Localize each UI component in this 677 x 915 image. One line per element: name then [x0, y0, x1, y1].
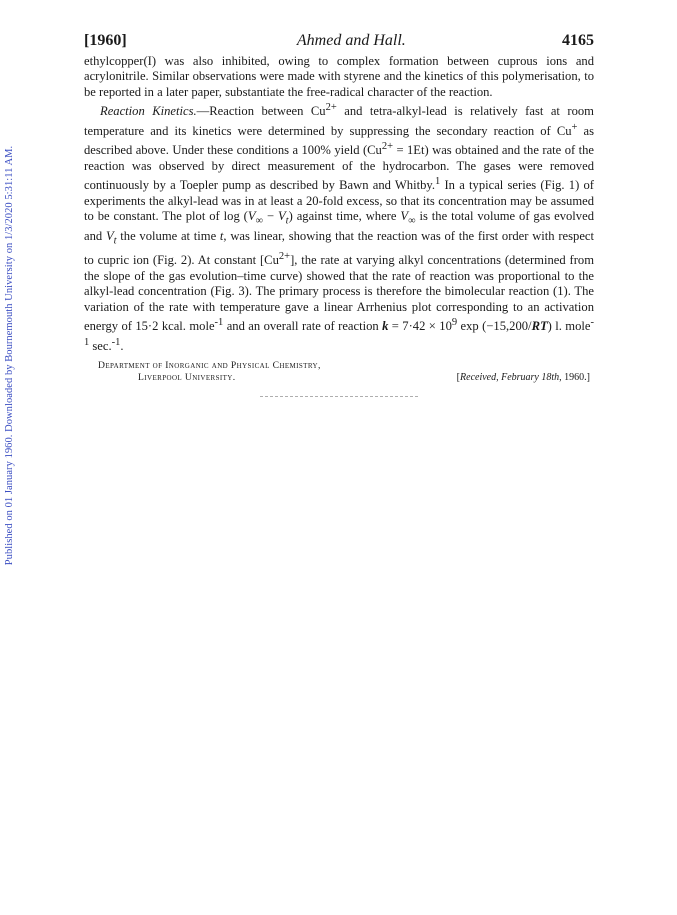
journal-page [84, 32, 594, 397]
paragraph-reaction-kinetics: Reaction Kinetics.—Reaction between $Cu^{2+}$ and tetra-alkyl-lead is relatively fast at room temperature and its kinetics were determined by suppressing the secondary reaction of Cu+ as described above. Under these conditions a 100% yield $(Cu^{2+} = 1Et)$ was obtained and the rate of the reaction was observed by direct measurement of the hydrocarbon. The gases were removed continuously by a Toepler pump as described by Bawn and Whitby.$^1$ In a typical series (Fig. 1) of experiments the alkyl-lead was in at least a 20-fold excess, so that its concentration may be assumed to be constant. The plot of $\log (V_\infty - V_t)$ against time, where $V_\infty$ is the total volume of gas evolved and $V_t$ the volume at time t, was linear, showing that the reaction was of the first order with respect to cupric ion (Fig. 2). At constant $[Cu^{2+}]$, the rate at varying alkyl concentrations (determined from the slope of the gas evolution–time curve) showed that the rate of reaction was proportional to the alkyl-lead concentration (Fig. 3). The primary process is therefore the bimolecular reaction (1). The variation of the rate with temperature gave a linear Arrhenius plot corresponding to an activation energy of 15·2 kcal. mole$^{-1}$ and an overall rate of reaction $k = 7\cdot 42 \times 10^9$ exp (−15,200/RT) l. mole$^{-1}$ sec.$^{-1}$. [84, 102, 595, 353]
article-footer [84, 360, 594, 384]
paragraph-continuation: ethylcopper(I) was also inhibited, owing to complex formation between cuprous ions and acrylonitrile. Similar observations were made with styrene and the kinetics of this polymerisation, to be reported in a later paper, substantiate the free-radical character of the reaction. [84, 54, 594, 99]
page-number: 4165 [562, 32, 594, 49]
header-year: [1960] [84, 32, 127, 49]
page-header [84, 32, 594, 50]
received-date: [Received, February 18th, 1960.] [456, 372, 590, 384]
affiliation [84, 360, 321, 384]
section-heading: Reaction Kinetics. [100, 104, 197, 119]
affiliation-line: Liverpool University. [138, 372, 236, 384]
affiliation-line: Department of Inorganic and Physical Chemistry, [98, 360, 321, 372]
running-title: Ahmed and Hall. [296, 32, 406, 49]
citation-ref: 1 [435, 176, 441, 188]
download-watermark [2, 140, 18, 570]
end-rule [260, 396, 418, 397]
article-body [84, 54, 594, 354]
watermark-text: Published on 01 January 1960. Downloaded by Bournemouth University on 1/3/2020 5:31:11 AM. [4, 145, 16, 565]
